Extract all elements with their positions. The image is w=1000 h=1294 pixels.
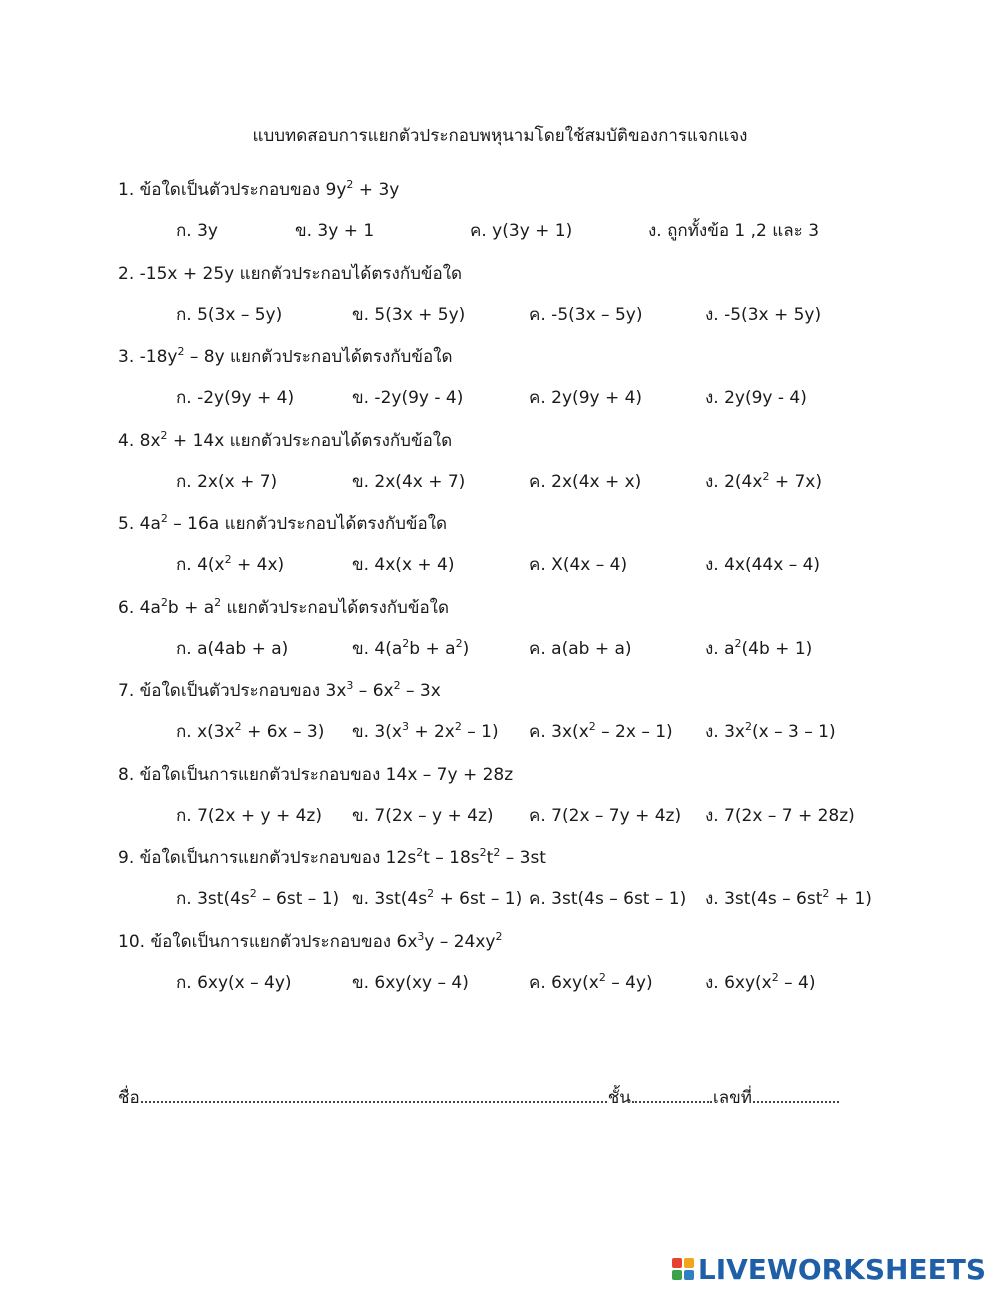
text-fragment: แยกตัวประกอบได้ตรงกับข้อใด	[221, 598, 450, 618]
text-fragment: ก. a(4ab + a)	[176, 639, 289, 659]
text-fragment: ข้อใดเป็นตัวประกอบของ 3x	[139, 681, 347, 701]
text-fragment: 4a	[139, 514, 161, 534]
exponent: 2	[598, 971, 606, 984]
text-fragment: b + a	[409, 639, 456, 659]
exponent: 2	[734, 637, 742, 650]
answer-option[interactable]	[529, 635, 632, 662]
text-fragment: ค. a(ab + a)	[529, 639, 632, 659]
answer-option[interactable]	[470, 217, 572, 244]
text-fragment: ง. a	[705, 639, 735, 659]
exponent: 2	[224, 553, 232, 566]
text-fragment: ค. 3x(x	[529, 722, 589, 742]
answer-option[interactable]	[705, 468, 822, 495]
exponent: 2	[454, 720, 462, 733]
text-fragment: – 6st – 1)	[256, 889, 340, 909]
student-info-line	[118, 1084, 848, 1111]
answer-option[interactable]	[705, 635, 812, 662]
text-fragment: – 4y)	[605, 973, 653, 993]
exponent: 2	[771, 971, 779, 984]
exponent: 2	[427, 887, 435, 900]
answer-option[interactable]	[352, 802, 494, 829]
exponent: 2	[214, 596, 222, 609]
text-fragment: -15x + 25y แยกตัวประกอบได้ตรงกับข้อใด	[139, 264, 463, 284]
question-stem	[150, 932, 502, 952]
text-fragment: + 4x)	[231, 555, 285, 575]
exponent: 2	[762, 470, 770, 483]
text-fragment: – 6x	[353, 681, 394, 701]
answer-option[interactable]	[352, 468, 465, 495]
question-10	[118, 928, 503, 955]
text-fragment: ข. 7(2x – y + 4z)	[352, 806, 494, 826]
text-fragment: t	[486, 848, 494, 868]
answer-option[interactable]	[352, 635, 469, 662]
answer-option[interactable]	[176, 384, 294, 411]
exponent: 2	[160, 512, 168, 525]
text-fragment: ก. 3st(4s	[176, 889, 250, 909]
text-fragment: + 2x	[408, 722, 455, 742]
answer-option[interactable]	[529, 718, 673, 745]
answer-option[interactable]	[352, 969, 469, 996]
answer-option[interactable]	[529, 551, 627, 578]
logo-tile	[684, 1258, 694, 1268]
text-fragment: ค. -5(3x – 5y)	[529, 305, 643, 325]
text-fragment: ค. 6xy(x	[529, 973, 599, 993]
text-fragment: ก. 7(2x + y + 4z)	[176, 806, 322, 826]
options-row	[0, 384, 1000, 410]
text-fragment: ข. 3y + 1	[295, 221, 375, 241]
question-stem	[140, 848, 546, 868]
text-fragment: ข้อใดเป็นการแยกตัวประกอบของ 12s	[139, 848, 417, 868]
text-fragment: )	[462, 639, 470, 659]
answer-option[interactable]	[705, 885, 872, 912]
options-row	[0, 551, 1000, 577]
text-fragment: ก. 4(x	[176, 555, 225, 575]
options-row	[0, 635, 1000, 661]
exponent: 3	[401, 720, 409, 733]
text-fragment: ข้อใดเป็นการแยกตัวประกอบของ 14x – 7y + 28z	[139, 765, 514, 785]
question-4	[118, 427, 452, 454]
answer-option[interactable]	[529, 969, 653, 996]
answer-option[interactable]	[176, 551, 284, 578]
text-fragment: y – 24xy	[424, 932, 496, 952]
question-3	[118, 343, 453, 370]
text-fragment: ก. -2y(9y + 4)	[176, 388, 295, 408]
exponent: 2	[234, 720, 242, 733]
answer-option[interactable]	[176, 217, 218, 244]
text-fragment: ง. 3x	[705, 722, 745, 742]
question-1	[118, 176, 399, 203]
text-fragment: + 3y	[353, 180, 400, 200]
text-fragment: ข. 5(3x + 5y)	[352, 305, 466, 325]
question-number: 2.	[118, 264, 135, 284]
question-7	[118, 677, 441, 704]
number-blank[interactable]	[753, 1087, 839, 1103]
exponent: 2	[745, 720, 752, 733]
exponent: 2	[177, 345, 185, 358]
answer-option[interactable]	[352, 718, 499, 745]
exponent: 2	[822, 887, 830, 900]
options-row	[0, 217, 1000, 243]
options-row	[0, 802, 1000, 828]
question-number: 6.	[118, 598, 135, 618]
question-number: 4.	[118, 431, 135, 451]
question-5	[118, 510, 447, 537]
question-stem	[140, 264, 462, 284]
question-stem	[140, 598, 449, 618]
text-fragment: – 4)	[778, 973, 816, 993]
text-fragment: + 6x – 3)	[241, 722, 325, 742]
exponent: 3	[346, 679, 354, 692]
options-row	[0, 969, 1000, 995]
text-fragment: ง. 3st(4s – 6st	[705, 889, 823, 909]
number-label: เลขที่	[712, 1088, 752, 1108]
text-fragment: ค. y(3y + 1)	[470, 221, 573, 241]
text-fragment: ค. X(4x – 4)	[529, 555, 628, 575]
text-fragment: 4a	[139, 598, 161, 618]
answer-option[interactable]	[176, 718, 324, 745]
answer-option[interactable]	[529, 885, 686, 912]
text-fragment: (x – 3 – 1)	[752, 722, 836, 742]
answer-option[interactable]	[176, 802, 322, 829]
text-fragment: ข. 3(x	[352, 722, 402, 742]
class-blank[interactable]	[632, 1087, 712, 1103]
text-fragment: ข้อใดเป็นการแยกตัวประกอบของ 6x	[150, 932, 418, 952]
text-fragment: + 7x)	[769, 472, 822, 492]
text-fragment: ค. 7(2x – 7y + 4z)	[529, 806, 682, 826]
exponent: 2	[249, 887, 257, 900]
exponent: 2	[346, 178, 354, 191]
answer-option[interactable]	[352, 885, 522, 912]
exponent: 2	[402, 637, 410, 650]
liveworksheets-logo-icon	[672, 1258, 694, 1280]
answer-option[interactable]	[705, 301, 821, 328]
options-row	[0, 301, 1000, 327]
question-stem	[140, 765, 514, 785]
question-number: 1.	[118, 180, 135, 200]
text-fragment: ก. 2x(x + 7)	[176, 472, 278, 492]
exponent: 2	[495, 930, 503, 943]
text-fragment: – 1)	[461, 722, 499, 742]
question-9	[118, 844, 546, 871]
worksheet-title: แบบทดสอบการแยกตัวประกอบพหุนามโดยใช้สมบัติของการแจกแจง	[252, 126, 748, 146]
text-fragment: ข. -2y(9y - 4)	[352, 388, 464, 408]
text-fragment: 8x	[139, 431, 161, 451]
options-row	[0, 468, 1000, 494]
options-row	[0, 885, 1000, 911]
text-fragment: ก. 5(3x – 5y)	[176, 305, 283, 325]
exponent: 2	[160, 596, 168, 609]
exponent: 2	[588, 720, 596, 733]
text-fragment: ข้อใดเป็นตัวประกอบของ 9y	[139, 180, 347, 200]
question-stem	[140, 514, 447, 534]
answer-option[interactable]	[176, 301, 282, 328]
question-number: 8.	[118, 765, 135, 785]
answer-option[interactable]	[529, 384, 642, 411]
answer-option[interactable]	[705, 384, 807, 411]
brand-name: LIVEWORKSHEETS	[697, 1252, 986, 1286]
text-fragment: t – 18s	[423, 848, 480, 868]
text-fragment: ก. 6xy(x – 4y)	[176, 973, 292, 993]
text-fragment: ง. ถูกทั้งข้อ 1 ,2 และ 3	[648, 221, 820, 241]
text-fragment: ง. 4x(44x – 4)	[705, 555, 821, 575]
text-fragment: ข. 4(a	[352, 639, 403, 659]
answer-option[interactable]	[705, 551, 820, 578]
exponent: 2	[416, 846, 424, 859]
text-fragment: ข. 3st(4s	[352, 889, 428, 909]
text-fragment: – 3x	[400, 681, 441, 701]
text-fragment: ข. 6xy(xy – 4)	[352, 973, 469, 993]
brand-logo	[672, 1252, 986, 1286]
logo-tile	[672, 1270, 682, 1280]
options-row	[0, 718, 1000, 744]
text-fragment: ง. 2(4x	[705, 472, 763, 492]
question-6	[118, 594, 449, 621]
question-stem	[140, 347, 453, 367]
text-fragment: ข. 4x(x + 4)	[352, 555, 455, 575]
answer-option[interactable]	[176, 635, 288, 662]
question-8	[118, 761, 513, 788]
text-fragment: ง. 2y(9y - 4)	[705, 388, 807, 408]
answer-option[interactable]	[529, 301, 642, 328]
answer-option[interactable]	[529, 468, 641, 495]
question-number: 5.	[118, 514, 135, 534]
answer-option[interactable]	[529, 802, 681, 829]
text-fragment: + 14x แยกตัวประกอบได้ตรงกับข้อใด	[167, 431, 453, 451]
question-number: 7.	[118, 681, 135, 701]
exponent: 2	[455, 637, 463, 650]
text-fragment: b + a	[167, 598, 215, 618]
exponent: 2	[493, 846, 501, 859]
exponent: 2	[160, 429, 168, 442]
answer-option[interactable]	[705, 969, 816, 996]
exponent: 2	[479, 846, 487, 859]
logo-tile	[672, 1258, 682, 1268]
text-fragment: ง. -5(3x + 5y)	[705, 305, 822, 325]
text-fragment: ค. 3st(4s – 6st – 1)	[529, 889, 687, 909]
text-fragment: -18y	[139, 347, 178, 367]
name-label: ชื่อ	[118, 1088, 140, 1108]
question-number: 3.	[118, 347, 135, 367]
text-fragment: – 2x – 1)	[595, 722, 673, 742]
text-fragment: ค. 2y(9y + 4)	[529, 388, 643, 408]
text-fragment: ง. 6xy(x	[705, 973, 772, 993]
question-number: 9.	[118, 848, 135, 868]
text-fragment: ข. 2x(4x + 7)	[352, 472, 466, 492]
question-stem	[140, 431, 453, 451]
question-stem	[140, 681, 441, 701]
text-fragment: ก. 3y	[176, 221, 218, 241]
text-fragment: ง. 7(2x – 7 + 28z)	[705, 806, 855, 826]
answer-option[interactable]	[352, 384, 463, 411]
exponent: 2	[393, 679, 401, 692]
text-fragment: – 16a แยกตัวประกอบได้ตรงกับข้อใด	[167, 514, 448, 534]
answer-option[interactable]	[705, 718, 836, 745]
logo-tile	[684, 1270, 694, 1280]
text-fragment: (4b + 1)	[741, 639, 813, 659]
answer-option[interactable]	[176, 885, 339, 912]
answer-option[interactable]	[352, 301, 465, 328]
text-fragment: ค. 2x(4x + x)	[529, 472, 642, 492]
text-fragment: – 8y แยกตัวประกอบได้ตรงกับข้อใด	[184, 347, 453, 367]
text-fragment: + 6st – 1)	[434, 889, 523, 909]
name-blank[interactable]	[141, 1087, 607, 1103]
exponent: 3	[417, 930, 425, 943]
class-label: ชั้น	[607, 1088, 631, 1108]
answer-option[interactable]	[176, 468, 277, 495]
answer-option[interactable]	[176, 969, 292, 996]
text-fragment: – 3st	[500, 848, 546, 868]
question-stem	[140, 180, 400, 200]
question-2	[118, 260, 462, 287]
text-fragment: ก. x(3x	[176, 722, 235, 742]
answer-option[interactable]	[295, 217, 374, 244]
answer-option[interactable]	[352, 551, 455, 578]
answer-option[interactable]	[705, 802, 855, 829]
text-fragment: + 1)	[829, 889, 872, 909]
question-number: 10.	[118, 932, 146, 952]
answer-option[interactable]	[648, 217, 819, 244]
